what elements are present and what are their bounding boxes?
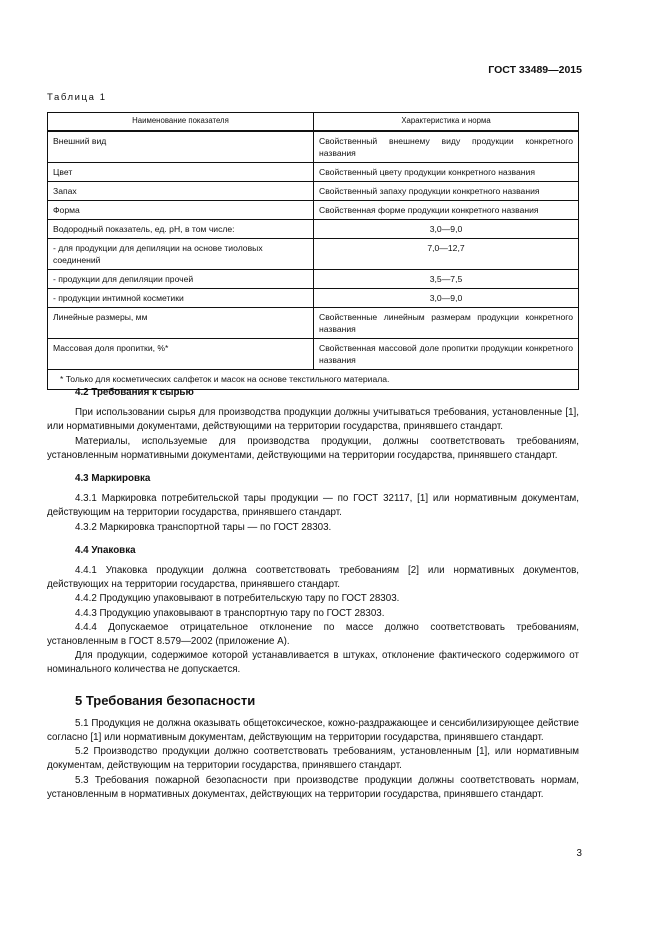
paragraph: Материалы, используемые для производства продукции, должны соответствовать требованиям, установленным нормативными документами, действующими на территории государства, принявшего стандарт.	[47, 435, 579, 461]
table-cell: Свойственные линейным размерам продукции конкретного названия	[314, 308, 579, 339]
paragraph: 5.2 Производство продукции должно соответствовать требованиям, установленным [1], или нормативным документам, действующим на территории государства, принявшего стандарт.	[47, 746, 579, 772]
table-cell: Массовая доля пропитки, %*	[48, 339, 314, 370]
paragraph: 4.4.2 Продукцию упаковывают в потребительскую тару по ГОСТ 28303.	[75, 593, 400, 605]
table-row	[48, 270, 579, 289]
page-number: 3	[576, 848, 582, 859]
table-cell: Цвет	[48, 163, 314, 182]
table-cell: - продукции для депиляции прочей	[48, 270, 314, 289]
paragraph: 4.4.1 Упаковка продукции должна соответствовать требованиям [2] или нормативных документов, действующих на территории государства, принявшего стандарт.	[47, 565, 579, 591]
table-caption: Таблица 1	[47, 92, 107, 103]
table-row	[48, 201, 579, 220]
table-cell: Форма	[48, 201, 314, 220]
paragraph: Для продукции, содержимое которой устанавливается в штуках, отклонение фактического содержимого от номинального количества не допускается.	[47, 650, 579, 676]
table-cell: Свойственная массовой доле пропитки продукции конкретного названия	[314, 339, 579, 370]
section-heading: 4.3 Маркировка	[75, 473, 151, 485]
table-cell: - продукции интимной косметики	[48, 289, 314, 308]
table-cell: Линейные размеры, мм	[48, 308, 314, 339]
table-cell: Свойственный внешнему виду продукции конкретного названия	[314, 131, 579, 163]
table-row	[48, 308, 579, 339]
table-cell: 3,0—9,0	[314, 220, 579, 239]
table-cell: Запах	[48, 182, 314, 201]
table-row	[48, 131, 579, 163]
document-body	[47, 386, 579, 802]
table-cell: Свойственный запаху продукции конкретного названия	[314, 182, 579, 201]
table-cell: - для продукции для депиляции на основе тиоловых соединений	[48, 239, 314, 270]
table-header-row	[48, 113, 579, 132]
table-cell: Водородный показатель, ед. pH, в том числе:	[48, 220, 314, 239]
table-row	[48, 239, 579, 270]
table-cell: 3,5—7,5	[314, 270, 579, 289]
standard-number: ГОСТ 33489—2015	[488, 64, 582, 76]
specification-table	[47, 112, 579, 390]
paragraph: 4.4.4 Допускаемое отрицательное отклонение по массе должно соответствовать требованиям, установленным в ГОСТ 8.579—2002 (приложение А).	[47, 621, 579, 648]
paragraph: 4.3.2 Маркировка транспортной тары — по ГОСТ 28303.	[75, 521, 332, 533]
table-cell: 3,0—9,0	[314, 289, 579, 308]
column-header: Наименование показателя	[48, 113, 314, 132]
table-cell: Внешний вид	[48, 131, 314, 163]
table-row	[48, 163, 579, 182]
table-footnote: * Только для косметических салфеток и масок на основе текстильного материала.	[48, 370, 579, 390]
paragraph: При использовании сырья для производства продукции должны учитываться требования, установленные [1], или нормативными документами, действующими на территории государства, принявшего стандарт.	[47, 407, 579, 433]
table-row	[48, 289, 579, 308]
table-row	[48, 182, 579, 201]
chapter-heading: 5 Требования безопасности	[75, 692, 256, 708]
table-row	[48, 220, 579, 239]
section-heading: 4.4 Упаковка	[75, 544, 136, 556]
column-header: Характеристика и норма	[314, 113, 579, 132]
table-cell: Свойственный цвету продукции конкретного названия	[314, 163, 579, 182]
table-cell: Свойственная форме продукции конкретного названия	[314, 201, 579, 220]
section-heading: 4.2 Требования к сырью	[75, 387, 194, 398]
table-row	[48, 339, 579, 370]
paragraph: 4.4.3 Продукцию упаковывают в транспортную тару по ГОСТ 28303.	[75, 607, 385, 619]
table-cell: 7,0—12,7	[314, 239, 579, 270]
paragraph: 5.1 Продукция не должна оказывать общетоксическое, кожно-раздражающее и сенсибилизирующее действие согласно [1] или нормативным документам, действующим на территории государства, принявшего стандарт.	[47, 717, 579, 744]
paragraph: 5.3 Требования пожарной безопасности при производстве продукции должны соответствовать нормам, установленным в нормативных документах, действующих на территории государства, принявшего стандарт.	[47, 774, 579, 800]
paragraph: 4.3.1 Маркировка потребительской тары продукции — по ГОСТ 32117, [1] или нормативным документам, действующим на территории государства, принявшего стандарт.	[47, 493, 579, 519]
